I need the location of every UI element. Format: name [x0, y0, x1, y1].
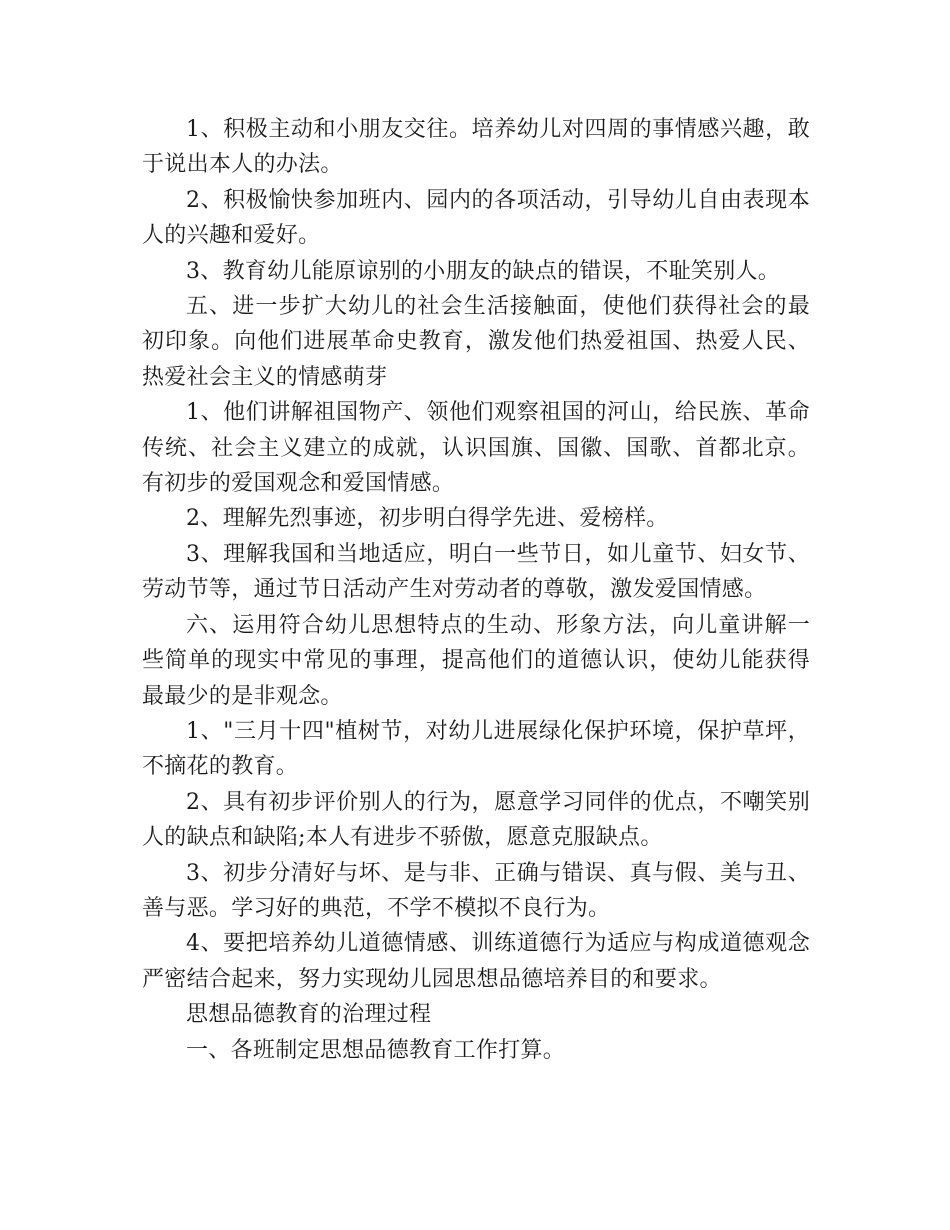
paragraph-moral-combination: 4、要把培养幼儿道德情感、训练道德行为适应与构成道德观念严密结合起来，努力实现幼儿园思想品德培养目的和要求。 — [142, 931, 810, 992]
paragraph-right-wrong: 3、初步分清好与坏、是与非、正确与错误、真与假、美与丑、善与恶。学习好的典范，不学不模拟不良行为。 — [142, 860, 810, 921]
document-page — [142, 112, 810, 1068]
section-heading-management-process: 思想品德教育的治理过程 — [186, 1002, 432, 1028]
paragraph-section-six: 六、运用符合幼儿思想特点的生动、形象方法，向儿童讲解一些简单的现实中常见的事理，提高他们的道德认识，使幼儿能获得最最少的是非观念。 — [142, 612, 810, 709]
paragraph-martyrs: 2、理解先烈事迹，初步明白得学先进、爱榜样。 — [186, 506, 669, 532]
paragraph-arbor-day: 1、"三月十四"植树节，对幼儿进展绿化保护环境，保护草坪，不摘花的教育。 — [142, 718, 810, 780]
paragraph-forgive-others: 3、教育幼儿能原谅别的小朋友的缺点的错误，不耻笑别人。 — [186, 258, 781, 284]
paragraph-motherland-education: 1、他们讲解祖国物产、领他们观察祖国的河山，给民族、革命传统、社会主义建立的成就，认识国旗、国徽、国歌、首都北京。有初步的爱国观念和爱国情感。 — [142, 400, 810, 497]
paragraph-evaluate-others: 2、具有初步评价别人的行为，愿意学习同伴的优点，不嘲笑别人的缺点和缺陷;本人有进步不骄傲，愿意克服缺点。 — [142, 789, 810, 851]
paragraph-section-five: 五、进一步扩大幼儿的社会生活接触面，使他们获得社会的最初印象。向他们进展革命史教育，激发他们热爱祖国、热爱人民、热爱社会主义的情感萌芽 — [142, 294, 810, 390]
paragraph-friend-interaction: 1、积极主动和小朋友交往。培养幼儿对四周的事情感兴趣，敢于说出本人的办法。 — [142, 117, 810, 178]
paragraph-festivals: 3、理解我国和当地适应，明白一些节日，如儿童节、妇女节、劳动节等，通过节日活动产生对劳动者的尊敬，激发爱国情感。 — [142, 541, 810, 603]
paragraph-class-plans: 一、各班制定思想品德教育工作打算。 — [186, 1037, 566, 1063]
paragraph-class-activities: 2、积极愉快参加班内、园内的各项活动，引导幼儿自由表现本人的兴趣和爱好。 — [142, 187, 810, 249]
